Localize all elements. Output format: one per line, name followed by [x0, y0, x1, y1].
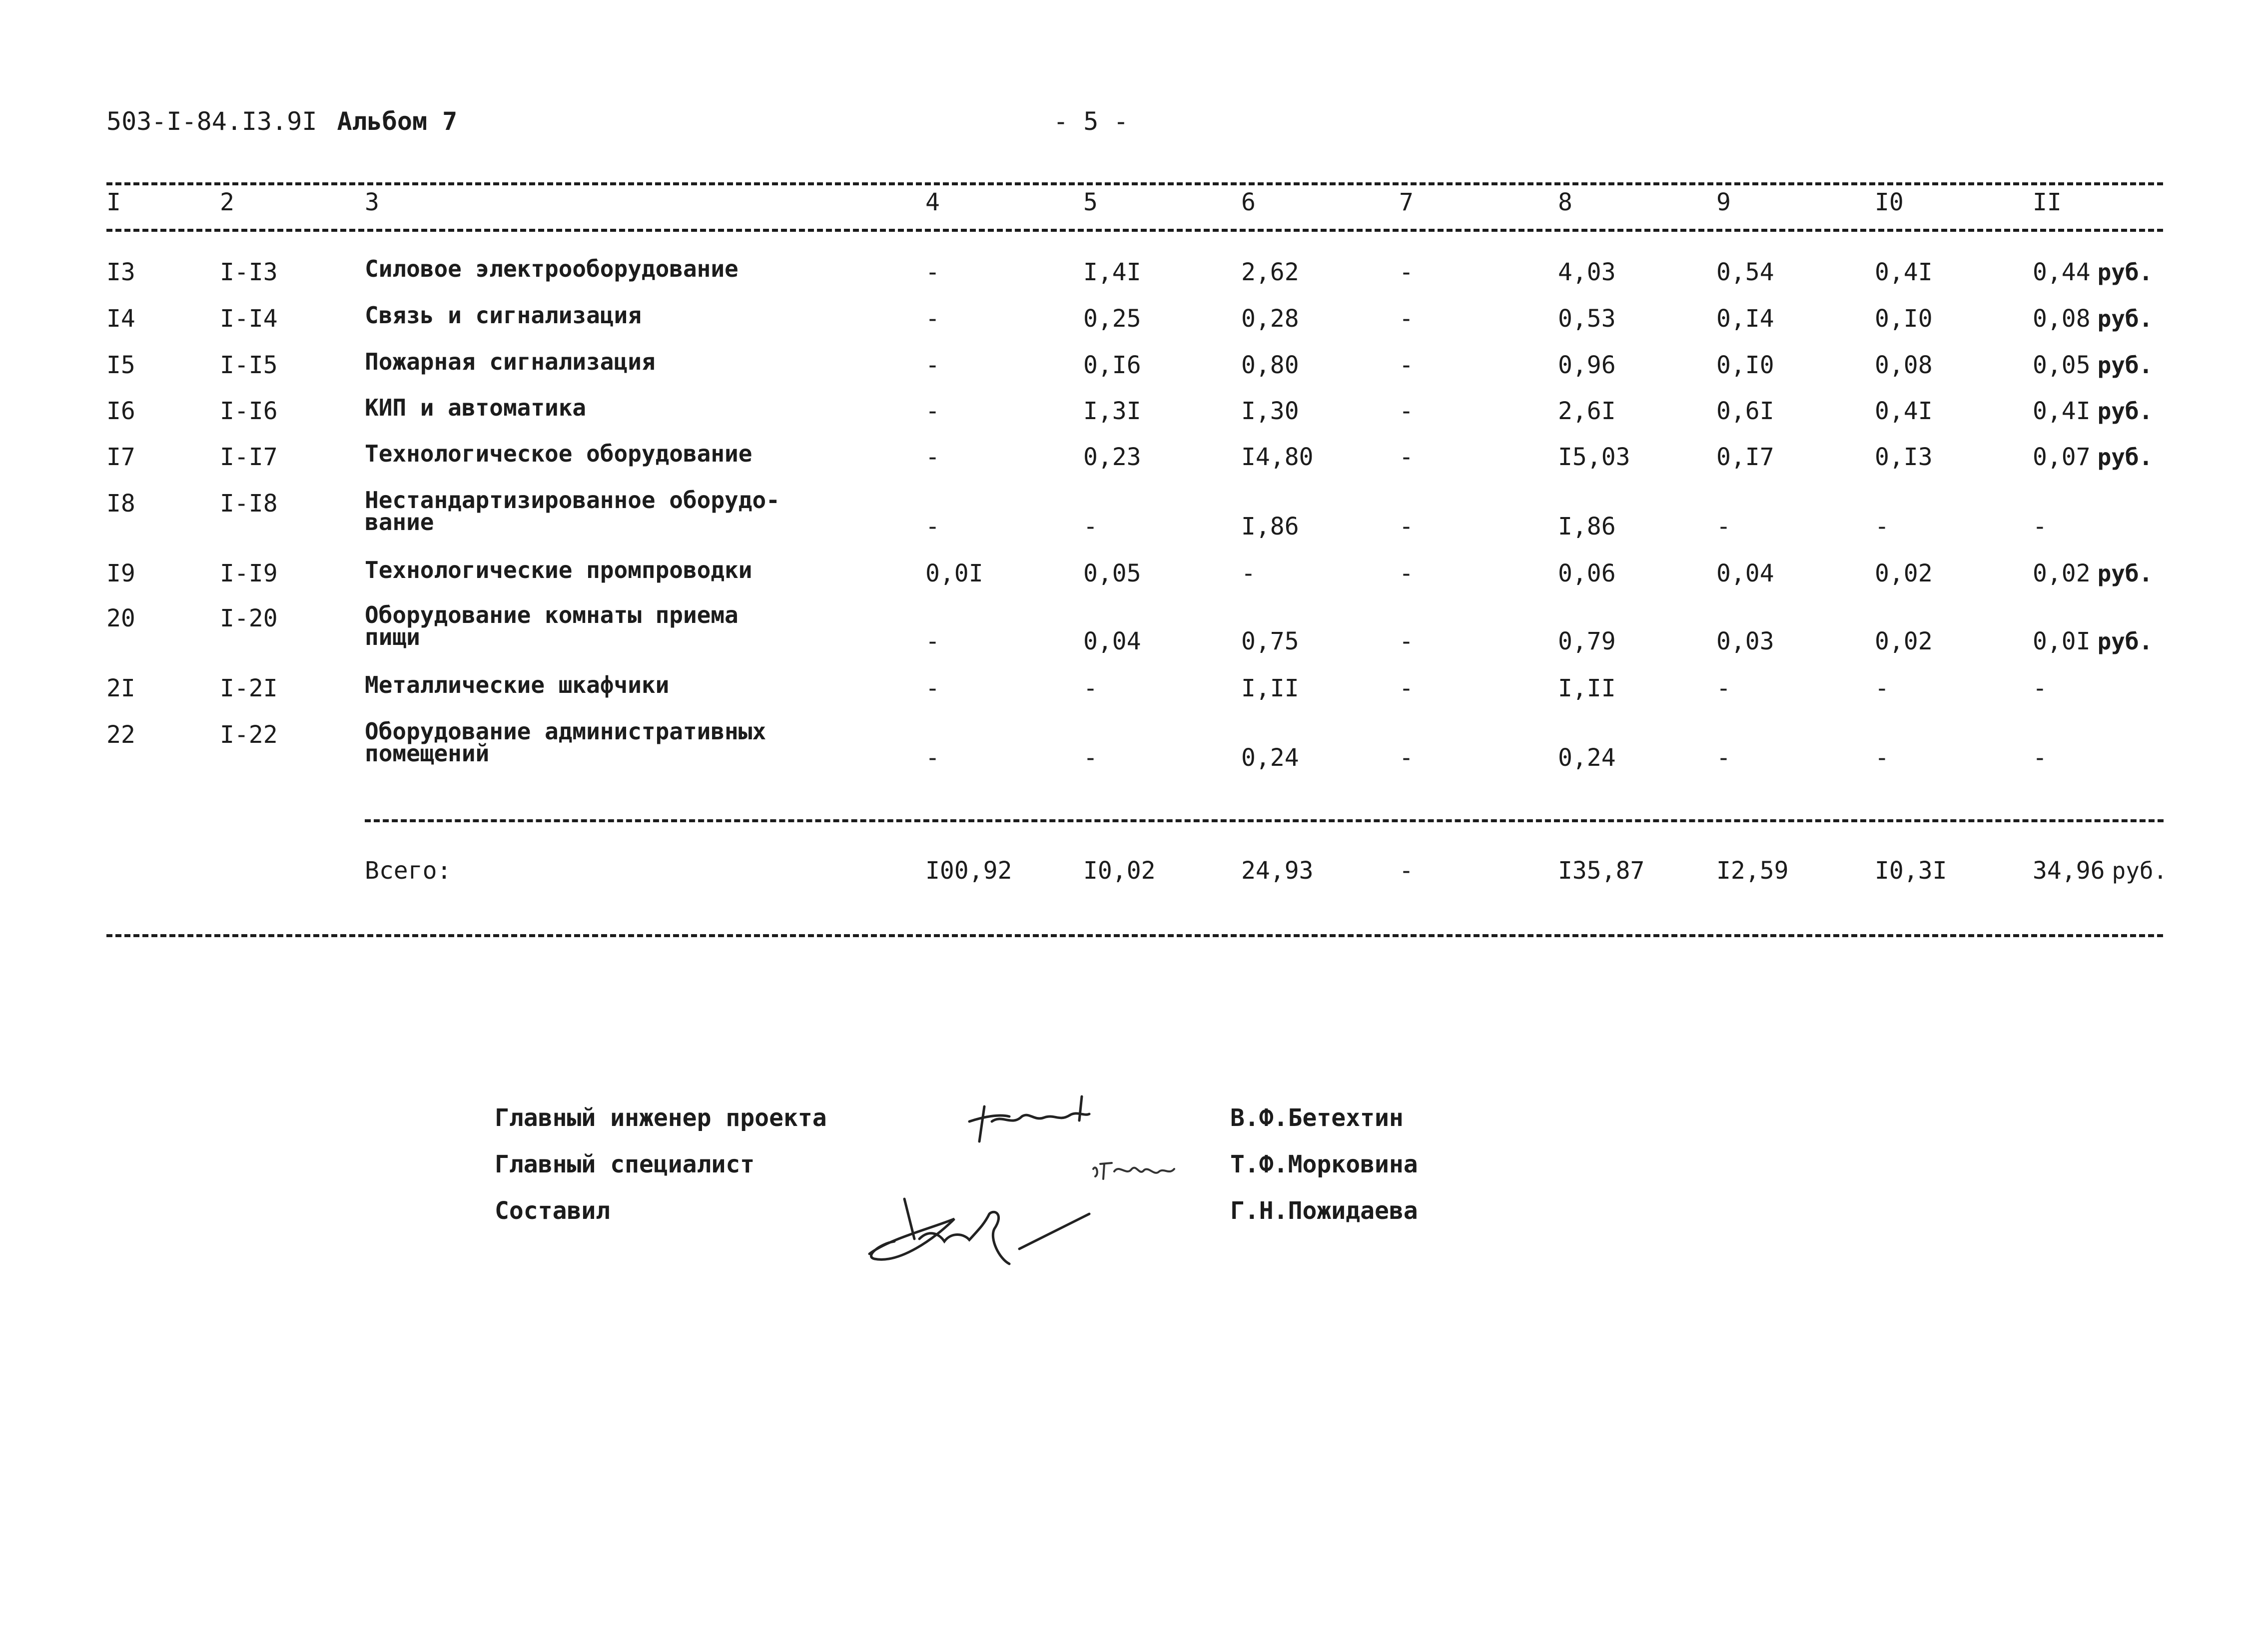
row-value-c10: - [1875, 674, 1889, 702]
row-value-c11 [2033, 305, 2153, 333]
row-name-line: Технологические промпроводки [365, 556, 752, 583]
total-value-c11-text: 34,96 [2033, 857, 2105, 885]
total-value-c5: I0,02 [1083, 857, 1156, 885]
row-value-c5: 0,05 [1083, 559, 1141, 587]
row-number: I7 [106, 443, 135, 471]
document-code-text: 503-I-84.I3.9I [106, 107, 317, 136]
row-value-c11: - [2033, 744, 2047, 772]
row-value-c11-text: 0,44 [2033, 258, 2091, 286]
row-unit: руб. [2097, 628, 2153, 655]
row-name-line: КИП и автоматика [365, 394, 587, 421]
row-value-c10: 0,4I [1875, 397, 1933, 425]
signatory-name: Т.Ф.Морковина [1230, 1150, 1418, 1178]
row-code: I-I6 [220, 397, 278, 425]
signature-role: Главный инженер проекта [495, 1104, 827, 1132]
row-value-c5: 0,25 [1083, 305, 1141, 333]
col-header-10: I0 [1875, 188, 1904, 216]
signatory-name: В.Ф.Бетехтин [1230, 1104, 1404, 1132]
page-number: - 5 - [1053, 107, 1129, 136]
row-value-c9: 0,04 [1716, 559, 1774, 587]
row-code: I-I7 [220, 443, 278, 471]
row-value-c11: - [2033, 674, 2047, 702]
header-bottom-rule [106, 229, 2163, 232]
row-code: I-I8 [220, 490, 278, 518]
row-unit: руб. [2097, 305, 2153, 332]
col-header-3: 3 [365, 188, 379, 216]
row-name-line: пищи [365, 623, 420, 650]
row-value-c5: 0,23 [1083, 443, 1141, 471]
row-value-c8: 0,79 [1558, 627, 1616, 655]
row-unit: руб. [2097, 352, 2153, 379]
row-name-line: Оборудование комнаты приема [365, 601, 739, 628]
row-value-c11-text: 0,0I [2033, 627, 2091, 655]
row-value-c11 [2033, 559, 2153, 587]
total-value-c4: I00,92 [925, 857, 1012, 885]
row-value-c4: - [925, 258, 940, 286]
total-value-c9: I2,59 [1716, 857, 1789, 885]
row-name-line: Металлические шкафчики [365, 671, 670, 698]
row-value-c11 [2033, 443, 2153, 471]
col-header-6: 6 [1241, 188, 1256, 216]
signature-betekhtin [964, 1087, 1114, 1146]
signatory-name: Г.Н.Пожидаева [1230, 1197, 1418, 1225]
row-value-c11-text: 0,4I [2033, 397, 2091, 425]
row-value-c10: 0,08 [1875, 351, 1933, 379]
row-number: I6 [106, 397, 135, 425]
row-value-c4: - [925, 627, 940, 655]
total-value-c10: I0,3I [1875, 857, 1947, 885]
row-number: I3 [106, 258, 135, 286]
row-code: I-I4 [220, 305, 278, 333]
row-number: I9 [106, 559, 135, 587]
row-value-c5: 0,04 [1083, 627, 1141, 655]
total-value-c8: I35,87 [1558, 857, 1645, 885]
row-value-c6: 0,80 [1241, 351, 1299, 379]
row-number: I5 [106, 351, 135, 379]
row-value-c6: 0,28 [1241, 305, 1299, 333]
row-value-c7: - [1399, 744, 1414, 772]
signature-role: Главный специалист [495, 1150, 755, 1178]
total-top-rule [365, 819, 2164, 822]
row-value-c8: 0,06 [1558, 559, 1616, 587]
table-top-rule [106, 182, 2163, 185]
col-header-8: 8 [1558, 188, 1572, 216]
row-value-c6: 0,24 [1241, 744, 1299, 772]
total-value-c11 [2033, 857, 2168, 885]
col-header-11: II [2033, 188, 2062, 216]
row-value-c6: 2,62 [1241, 258, 1299, 286]
signature-role: Составил [495, 1197, 611, 1225]
col-header-4: 4 [925, 188, 940, 216]
col-header-5: 5 [1083, 188, 1098, 216]
row-number: 2I [106, 674, 135, 702]
row-code: I-I3 [220, 258, 278, 286]
row-number: 22 [106, 721, 135, 749]
row-value-c11-text: 0,08 [2033, 305, 2091, 333]
row-name-line: помещений [365, 740, 490, 767]
row-value-c4: - [925, 443, 940, 471]
document-code [106, 107, 457, 136]
total-value-c7: - [1399, 857, 1414, 885]
row-name-line: Нестандартизированное оборудо- [365, 487, 780, 514]
row-value-c10: 0,I0 [1875, 305, 1933, 333]
row-value-c8: I,II [1558, 674, 1616, 702]
row-value-c6: I,30 [1241, 397, 1299, 425]
row-value-c9: 0,54 [1716, 258, 1774, 286]
row-value-c6: 0,75 [1241, 627, 1299, 655]
row-unit: руб. [2097, 444, 2153, 471]
row-code: I-I5 [220, 351, 278, 379]
row-value-c7: - [1399, 258, 1414, 286]
row-unit: руб. [2097, 259, 2153, 286]
row-value-c6: I4,80 [1241, 443, 1314, 471]
row-value-c7: - [1399, 513, 1414, 541]
row-name-line: Оборудование административных [365, 718, 766, 745]
row-value-c9: - [1716, 744, 1731, 772]
row-name-line: Силовое электрооборудование [365, 255, 739, 282]
row-value-c6: - [1241, 559, 1256, 587]
row-value-c7: - [1399, 351, 1414, 379]
total-label: Всего: [365, 857, 452, 885]
row-value-c8: I5,03 [1558, 443, 1630, 471]
row-value-c10: - [1875, 744, 1889, 772]
row-value-c8: 0,96 [1558, 351, 1616, 379]
row-code: I-20 [220, 604, 278, 632]
row-value-c8: I,86 [1558, 513, 1616, 541]
row-value-c4: 0,0I [925, 559, 983, 587]
signature-pozhidaeva [859, 1184, 1094, 1274]
row-value-c9: 0,I0 [1716, 351, 1774, 379]
row-value-c5: - [1083, 744, 1098, 772]
row-value-c11 [2033, 258, 2153, 286]
col-header-1: I [106, 188, 121, 216]
row-name-line: Связь и сигнализация [365, 302, 642, 329]
row-value-c10: 0,I3 [1875, 443, 1933, 471]
row-value-c9: 0,03 [1716, 627, 1774, 655]
row-value-c9: - [1716, 513, 1731, 541]
col-header-7: 7 [1399, 188, 1414, 216]
row-value-c7: - [1399, 443, 1414, 471]
row-value-c4: - [925, 305, 940, 333]
row-value-c11 [2033, 627, 2153, 655]
row-value-c7: - [1399, 674, 1414, 702]
row-value-c9: 0,6I [1716, 397, 1774, 425]
table-bottom-rule [106, 934, 2163, 937]
row-value-c10: 0,02 [1875, 627, 1933, 655]
row-value-c11: - [2033, 513, 2047, 541]
row-value-c9: 0,I4 [1716, 305, 1774, 333]
row-value-c9: 0,I7 [1716, 443, 1774, 471]
row-value-c9: - [1716, 674, 1731, 702]
row-value-c11-text: 0,07 [2033, 443, 2091, 471]
row-number: I8 [106, 490, 135, 518]
row-value-c5: - [1083, 674, 1098, 702]
row-value-c7: - [1399, 559, 1414, 587]
signature-morkovina [1089, 1149, 1209, 1194]
row-number: 20 [106, 604, 135, 632]
row-value-c11-text: 0,05 [2033, 351, 2091, 379]
row-value-c6: I,86 [1241, 513, 1299, 541]
row-value-c4: - [925, 351, 940, 379]
row-code: I-I9 [220, 559, 278, 587]
col-header-9: 9 [1716, 188, 1731, 216]
row-value-c8: 0,24 [1558, 744, 1616, 772]
row-value-c7: - [1399, 397, 1414, 425]
row-value-c10: 0,4I [1875, 258, 1933, 286]
row-value-c8: 4,03 [1558, 258, 1616, 286]
row-value-c6: I,II [1241, 674, 1299, 702]
row-unit: руб. [2097, 560, 2153, 587]
row-name-line: Технологическое оборудование [365, 440, 752, 467]
total-unit: руб. [2112, 857, 2168, 884]
col-header-2: 2 [220, 188, 234, 216]
row-number: I4 [106, 305, 135, 333]
row-value-c5: 0,I6 [1083, 351, 1141, 379]
total-value-c6: 24,93 [1241, 857, 1314, 885]
row-value-c11 [2033, 397, 2153, 425]
row-value-c11 [2033, 351, 2153, 379]
row-value-c10: - [1875, 513, 1889, 541]
row-value-c8: 2,6I [1558, 397, 1616, 425]
row-value-c5: - [1083, 513, 1098, 541]
album-label: Альбом 7 [337, 107, 458, 136]
row-value-c11-text: 0,02 [2033, 559, 2091, 587]
row-name-line: вание [365, 509, 434, 536]
row-value-c7: - [1399, 305, 1414, 333]
row-value-c5: I,3I [1083, 397, 1141, 425]
row-code: I-2I [220, 674, 278, 702]
row-value-c7: - [1399, 627, 1414, 655]
row-code: I-22 [220, 721, 278, 749]
row-value-c5: I,4I [1083, 258, 1141, 286]
row-unit: руб. [2097, 398, 2153, 425]
row-value-c10: 0,02 [1875, 559, 1933, 587]
row-value-c4: - [925, 744, 940, 772]
row-value-c4: - [925, 397, 940, 425]
row-value-c4: - [925, 674, 940, 702]
row-value-c4: - [925, 513, 940, 541]
row-name-line: Пожарная сигнализация [365, 348, 656, 375]
row-value-c8: 0,53 [1558, 305, 1616, 333]
